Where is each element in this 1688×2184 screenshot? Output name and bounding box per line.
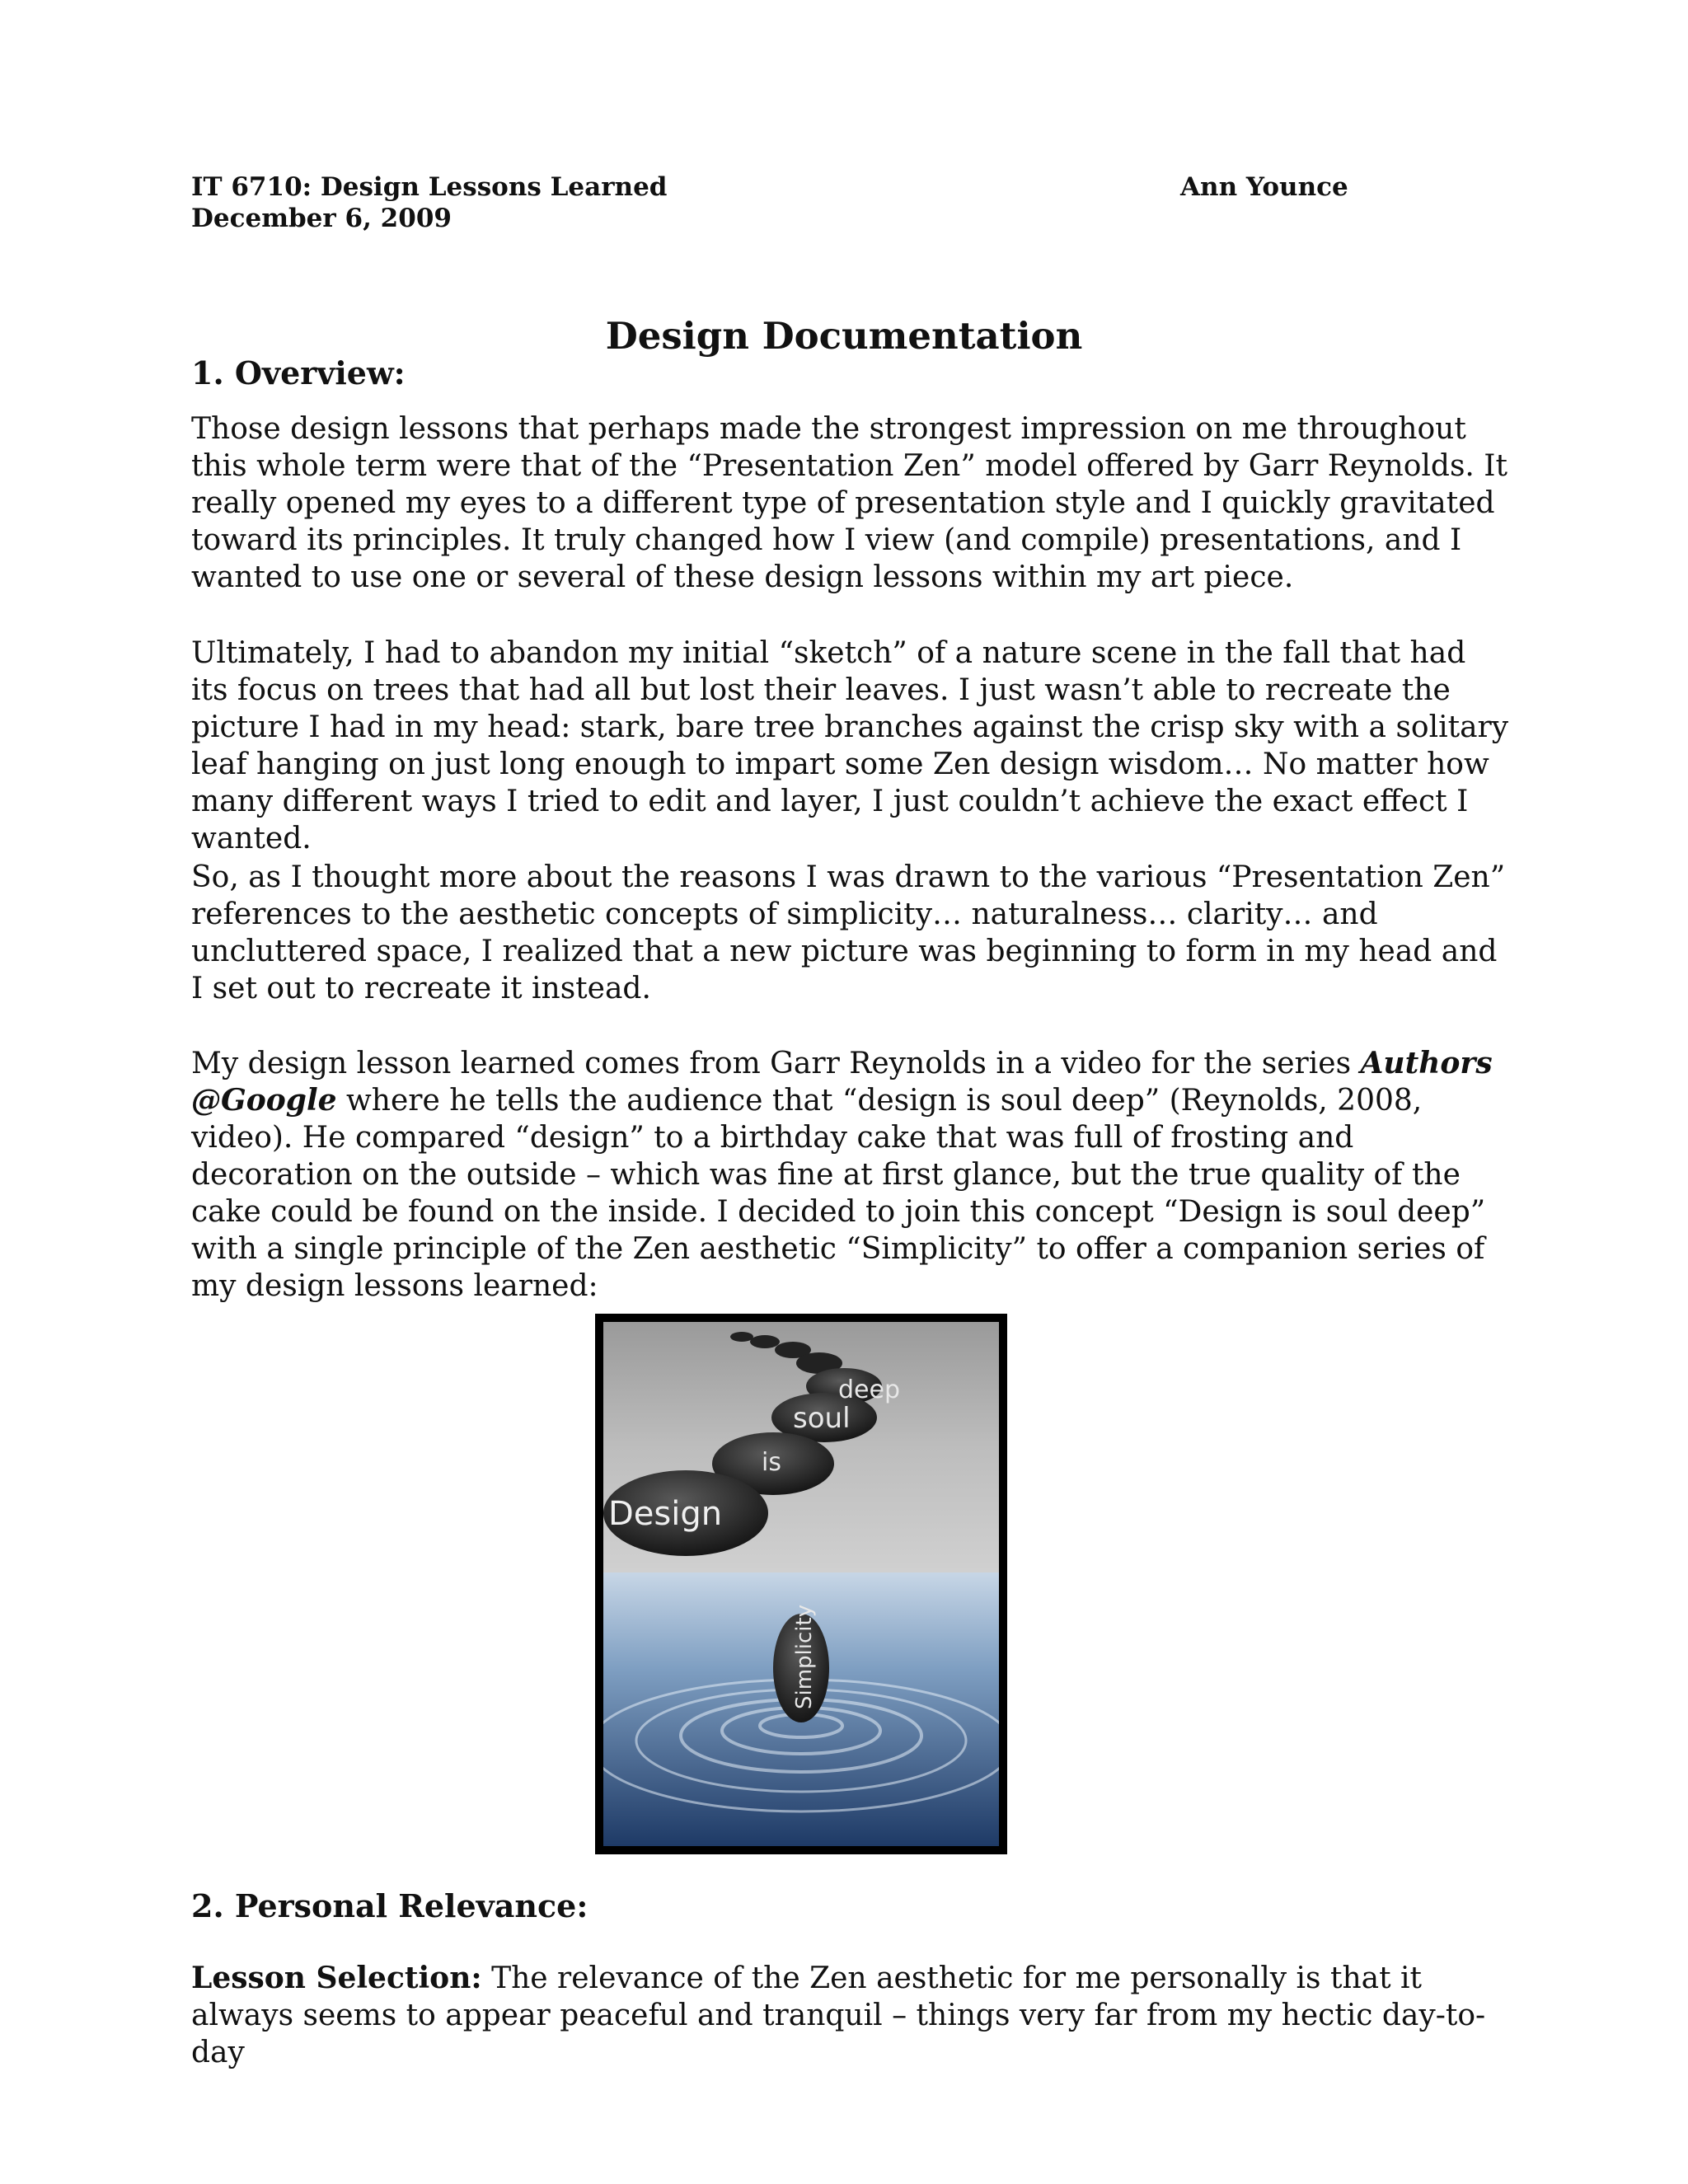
overview-paragraph-4 bbox=[191, 1045, 1510, 1305]
author-name: Ann Younce bbox=[1180, 172, 1348, 202]
overview-paragraph-1: Those design lessons that perhaps made the strongest impression on me throughout this whole term were that of the “Presentation Zen” model offered by Garr Reynolds. It really opened my eyes to a different type of presentation style and I quickly gravitated toward its principles. It truly changed how I view (and compile) presentations, and I wanted to use one or several of these design lessons within my art piece. bbox=[191, 412, 1507, 594]
section-heading-personal-relevance: 2. Personal Relevance: bbox=[191, 1887, 588, 1924]
stone-word-design: Design bbox=[608, 1495, 723, 1533]
document-title: Design Documentation bbox=[605, 314, 1083, 358]
lesson-selection-label: Lesson Selection: bbox=[191, 1961, 482, 1995]
lesson-selection-text: The relevance of the Zen aesthetic for me personally is that it always seems to appear peaceful and tranquil – things very far from my hectic day-to-day bbox=[191, 1961, 1486, 2069]
header-left bbox=[191, 171, 667, 234]
lesson-selection-paragraph bbox=[191, 1960, 1510, 2071]
zen-stones-figure bbox=[595, 1314, 1007, 1854]
stone-word-deep: deep bbox=[838, 1376, 900, 1404]
stone-word-is: is bbox=[762, 1448, 781, 1477]
stone-word-soul: soul bbox=[793, 1402, 851, 1435]
p4-text-after: where he tells the audience that “design is soul deep” (Reynolds, 2008, video). He compared “design” to a birthday cake that was full of frosting and decoration on the outside – which was fine at first glance, but the true quality of the cake could be found on the inside. I decided to join this concept “Design is soul deep” with a single principle of the Zen aesthetic “Simplicity” to offer a companion series of my design lessons learned: bbox=[191, 1084, 1486, 1303]
overview-paragraph-3: So, as I thought more about the reasons I was drawn to the various “Presentation Zen” references to the aesthetic concepts of simplicity… naturalness… clarity… and uncluttered space, I realized that a new picture was beginning to form in my head and I set out to recreate it instead. bbox=[191, 860, 1506, 1005]
stone-word-simplicity: Simplicity bbox=[792, 1604, 817, 1709]
overview-paragraph-2: Ultimately, I had to abandon my initial “sketch” of a nature scene in the fall that had its focus on trees that had all but lost their leaves. I just wasn’t able to recreate the picture I had in my head: stark, bare tree branches against the crisp sky with a solitary leaf hanging on just long enough to impart some Zen design wisdom… No matter how many different ways I tried to edit and layer, I just couldn’t achieve the exact effect I wanted. bbox=[191, 636, 1509, 855]
zen-stones-image bbox=[603, 1322, 999, 1846]
series-title: Authors @Google bbox=[191, 1046, 1493, 1118]
document-date: December 6, 2009 bbox=[191, 204, 452, 233]
p4-text-before: My design lesson learned comes from Garr Reynolds in a video for the series bbox=[191, 1047, 1361, 1080]
section-heading-overview: 1. Overview: bbox=[191, 354, 406, 391]
course-title: IT 6710: Design Lessons Learned bbox=[191, 172, 668, 202]
